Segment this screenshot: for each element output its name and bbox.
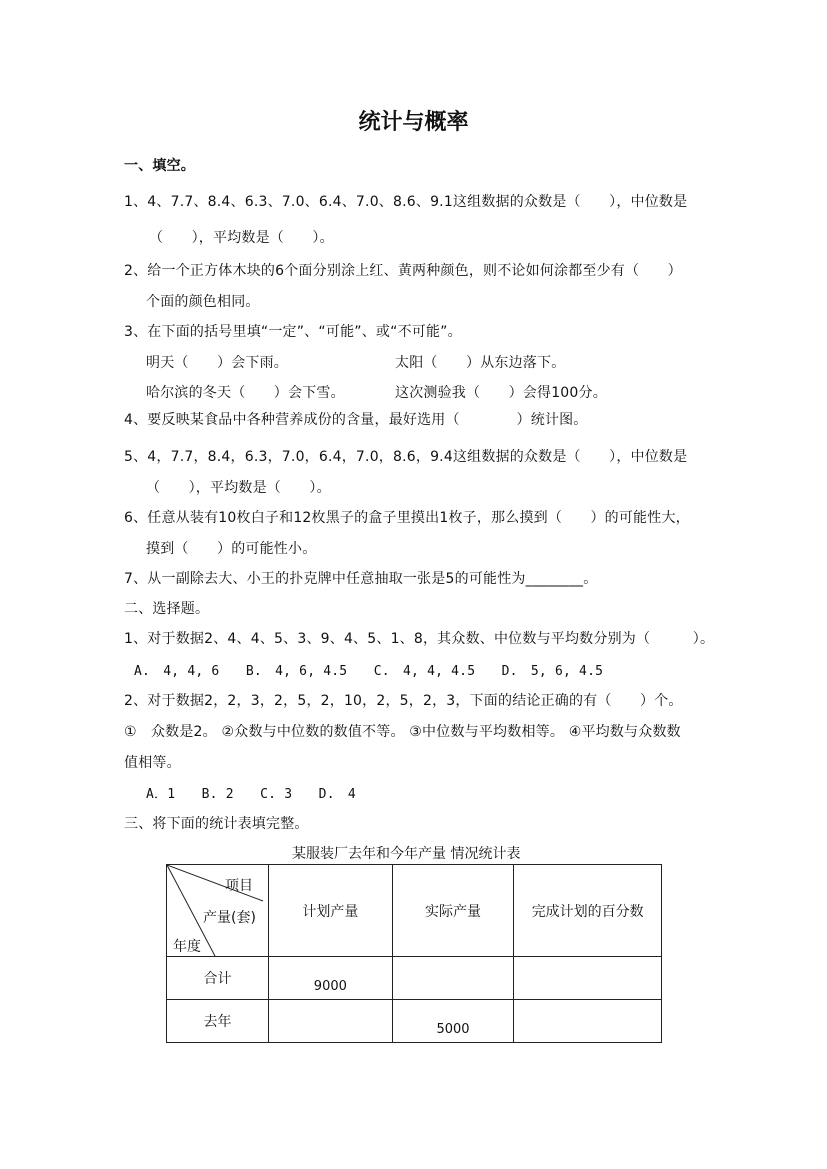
section3-heading: 三、将下面的统计表填完整。 (124, 816, 309, 832)
q2-line1: 2、给一个正方体木块的6个面分别涂上红、黄两种颜色，则不论如何涂都至少有（ ） (124, 263, 682, 279)
header-completion-percent: 完成计划的百分数 (514, 865, 662, 957)
cell-lastyear-planned[interactable] (269, 1000, 393, 1043)
cell-lastyear-actual[interactable] (392, 1000, 514, 1043)
q2-line2: 个面的颜色相同。 (146, 294, 260, 310)
q5-line1: 5、4，7.7，8.4，6.3，7.0，6.4，7.0，8.6，9.4这组数据的众数是（ ），中位数是 (124, 449, 688, 465)
s2-q1-line: 1、对于数据2、4、4、5、3、9、4、5、1、8，其众数、中位数与平均数分别为（ ）。 (124, 631, 715, 647)
q1-line1: 1、4、7.7、8.4、6.3、7.0、6.4、7.0、8.6、9.1这组数据的众数是（ ），中位数是 (124, 194, 688, 210)
q7-line: 7、从一副除去大、小王的扑克牌中任意抽取一张是5的可能性为________。 (124, 571, 598, 587)
row-label-last-year: 去年 (167, 1000, 269, 1043)
cell-total-planned[interactable] (269, 957, 393, 1000)
table-header-row (167, 865, 662, 957)
header-planned-output: 计划产量 (269, 865, 393, 957)
cell-lastyear-actual-value: 5000 (436, 1022, 470, 1037)
s2-q2-statements-line2: 值相等。 (124, 755, 181, 771)
q3-item-b: 太阳（ ）从东边落下。 (395, 355, 566, 371)
q3-item-a: 明天（ ）会下雨。 (146, 355, 288, 371)
q5-line2: （ ），平均数是（ ）。 (146, 480, 331, 496)
header-actual-output: 实际产量 (392, 865, 514, 957)
s2-q1-options: A. 4, 4, 6 B. 4, 6, 4.5 C. 4, 4, 4.5 D. 5, 6, 4.5 (134, 664, 604, 679)
table-row (167, 1000, 662, 1043)
cell-total-percent[interactable] (514, 957, 662, 1000)
section2-heading: 二、选择题。 (124, 601, 210, 617)
cell-total-actual[interactable] (392, 957, 514, 1000)
q1-line2: （ ），平均数是（ ）。 (149, 230, 334, 246)
q3-line: 3、在下面的括号里填“一定”、“可能”、或“不可能”。 (124, 324, 462, 340)
diagonal-header-cell (167, 865, 269, 957)
s2-q2-line: 2、对于数据2，2，3，2，5，2，10，2，5，2，3，下面的结论正确的有（ ）个。 (124, 693, 683, 709)
production-stats-table (166, 864, 662, 1043)
table-caption: 某服装厂去年和今年产量 情况统计表 (292, 846, 521, 862)
cell-lastyear-percent[interactable] (514, 1000, 662, 1043)
q3-item-d: 这次测验我（ ）会得100分。 (395, 385, 607, 401)
section1-heading: 一、填空。 (124, 158, 195, 174)
corner-label-year: 年度 (173, 939, 201, 955)
page-title: 统计与概率 (358, 109, 469, 135)
row-label-total: 合计 (167, 957, 269, 1000)
q6-line2: 摸到（ ）的可能性小。 (146, 541, 317, 557)
q4-line: 4、要反映某食品中各种营养成份的含量，最好选用（ ）统计图。 (124, 412, 588, 428)
table-row (167, 957, 662, 1000)
cell-total-planned-value: 9000 (313, 979, 347, 994)
q6-line1: 6、任意从装有10枚白子和12枚黑子的盒子里摸出1枚子，那么摸到（ ）的可能性大， (124, 510, 690, 526)
q3-item-c: 哈尔滨的冬天（ ）会下雪。 (146, 385, 345, 401)
corner-label-item: 项目 (225, 878, 253, 894)
s2-q2-statements-line1: ① 众数是2。 ②众数与中位数的数值不等。 ③中位数与平均数相等。 ④平均数与众数数 (124, 724, 681, 740)
corner-label-output: 产量(套) (203, 910, 256, 926)
s2-q2-options: A．1 B. 2 C. 3 D. 4 (146, 787, 356, 802)
